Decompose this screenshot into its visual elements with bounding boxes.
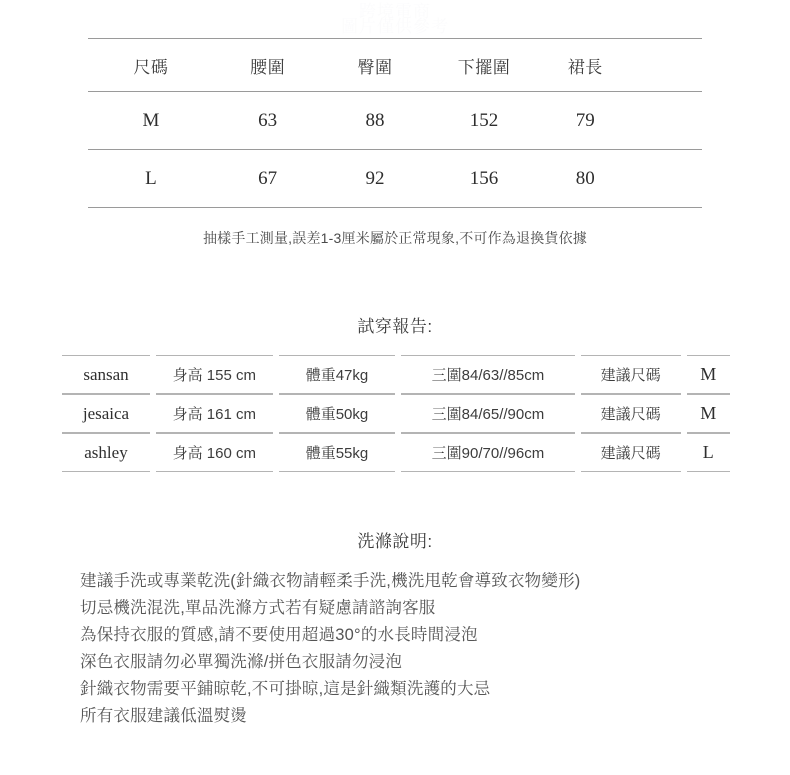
fitting-report-title: 試穿報告: [357, 317, 433, 336]
measurement-disclaimer: 抽樣手工測量,誤差1-3厘米屬於正常現象,不可作為退換貨依據 [202, 230, 587, 246]
size-chart-header-row [88, 39, 702, 92]
size-cell-size: L [88, 150, 214, 208]
table-row [62, 394, 730, 433]
fit-model-height: 身高 160 cm [156, 433, 273, 472]
fit-model-weight: 體重55kg [279, 433, 396, 472]
size-chart-section [88, 38, 702, 208]
fit-model-name: jesaica [62, 394, 150, 433]
fit-rec-size-value: L [687, 433, 730, 472]
fit-rec-size-value: M [687, 355, 730, 394]
size-cell-waist: 67 [214, 150, 321, 208]
size-cell-spacer [631, 150, 702, 208]
fit-rec-size-label: 建議尺碼 [581, 394, 681, 433]
washing-instructions-title: 洗滌說明: [357, 532, 433, 551]
washing-instruction-line: 所有衣服建議低溫熨燙 [80, 707, 247, 725]
size-header-hip: 臀圍 [321, 39, 428, 92]
size-cell-spacer [631, 92, 702, 150]
size-header-size: 尺碼 [88, 39, 214, 92]
fit-model-weight: 體重47kg [279, 355, 396, 394]
washing-instructions-list [80, 568, 720, 730]
size-cell-hem: 152 [429, 92, 540, 150]
size-header-hem: 下擺圍 [429, 39, 540, 92]
fitting-report-section [56, 355, 736, 472]
size-cell-size: M [88, 92, 214, 150]
washing-instruction-line: 為保持衣服的質感,請不要使用超過30°的水長時間浸泡 [80, 626, 478, 644]
washing-instruction-line: 切忌機洗混洗,單品洗滌方式若有疑慮請諮詢客服 [80, 599, 436, 617]
fit-model-weight: 體重50kg [279, 394, 396, 433]
washing-instruction-line: 針織衣物需要平鋪晾乾,不可掛晾,這是針織類洗護的大忌 [80, 680, 491, 698]
size-cell-length: 80 [539, 150, 631, 208]
washing-instruction-line: 深色衣服請勿必單獨洗滌/拼色衣服請勿浸泡 [80, 653, 403, 671]
fit-model-measures: 三圍84/65//90cm [401, 394, 574, 433]
fit-rec-size-value: M [687, 394, 730, 433]
size-header-waist: 腰圍 [214, 39, 321, 92]
fit-model-measures: 三圍90/70//96cm [401, 433, 574, 472]
page-watermark [0, 4, 790, 34]
fit-rec-size-label: 建議尺碼 [581, 355, 681, 394]
fit-model-height: 身高 161 cm [156, 394, 273, 433]
table-row [62, 355, 730, 394]
table-row [88, 150, 702, 208]
fit-model-name: sansan [62, 355, 150, 394]
fit-model-height: 身高 155 cm [156, 355, 273, 394]
size-header-spacer [631, 39, 702, 92]
table-row [62, 433, 730, 472]
table-row [88, 92, 702, 150]
size-cell-waist: 63 [214, 92, 321, 150]
watermark-line-2: 圖片僅供參考 [341, 17, 449, 36]
size-cell-length: 79 [539, 92, 631, 150]
size-cell-hip: 92 [321, 150, 428, 208]
washing-instruction-line: 建議手洗或專業乾洗(針織衣物請輕柔手洗,機洗甩乾會導致衣物變形) [80, 572, 581, 590]
fit-rec-size-label: 建議尺碼 [581, 433, 681, 472]
fitting-report-table [56, 355, 736, 472]
size-chart-table [88, 38, 702, 208]
fit-model-name: ashley [62, 433, 150, 472]
size-cell-hem: 156 [429, 150, 540, 208]
size-header-length: 裙長 [539, 39, 631, 92]
fit-model-measures: 三圍84/63//85cm [401, 355, 574, 394]
watermark-line-1: 跨境電商 [359, 2, 431, 21]
size-cell-hip: 88 [321, 92, 428, 150]
